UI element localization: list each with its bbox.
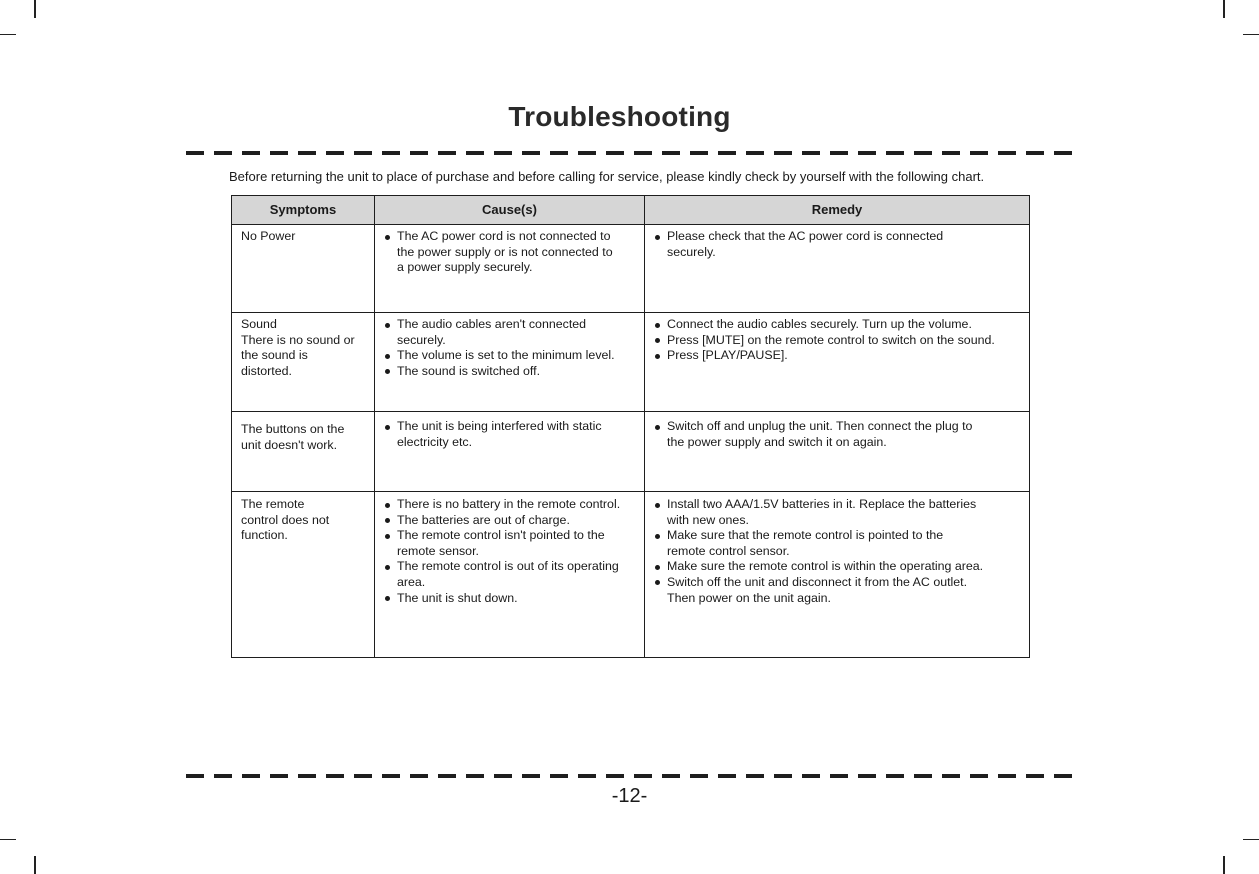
cause-text: The unit is shut down. [397, 590, 518, 605]
cause-text: The AC power cord is not connected to [397, 229, 611, 243]
causes-list [384, 497, 638, 606]
causes-cell [375, 492, 645, 658]
symptom-cell [232, 412, 375, 492]
symptom-text: the sound is [241, 348, 308, 363]
cause-item [384, 497, 638, 513]
remedy-text: Make sure the remote control is within the operating area. [667, 559, 984, 574]
table-row-sound [232, 313, 1030, 412]
causes-list [384, 229, 638, 276]
cause-text: electricity etc. [397, 434, 473, 449]
cause-item [384, 317, 638, 348]
table-row-no-power [232, 225, 1030, 313]
remedy-text: securely. [667, 244, 716, 259]
causes-cell [375, 225, 645, 313]
cause-item [384, 591, 638, 607]
causes-cell [375, 412, 645, 492]
remedy-item [654, 229, 1023, 260]
cause-item [384, 559, 638, 590]
remedy-item [654, 559, 1023, 575]
remedy-text: Press [PLAY/PAUSE]. [667, 348, 788, 363]
crop-mark-top-left-horizontal [0, 34, 16, 35]
symptom-text: Sound [241, 317, 277, 331]
remedy-list [654, 317, 1023, 364]
cause-item [384, 364, 638, 380]
symptom-cell [232, 492, 375, 658]
crop-mark-top-left-vertical [34, 0, 36, 18]
remedy-item [654, 348, 1023, 364]
remedy-item [654, 575, 1023, 606]
remedy-text: Please check that the AC power cord is connected [667, 229, 944, 243]
symptom-text: The remote [241, 497, 305, 511]
page-number: -12- [611, 785, 648, 807]
symptom-cell [232, 225, 375, 313]
causes-list [384, 419, 638, 450]
table-body [232, 225, 1030, 658]
top-dashed-divider [186, 151, 1072, 155]
header-causes: Cause(s) [375, 196, 645, 225]
remedy-list [654, 497, 1023, 606]
cause-text: the power supply or is not connected to [397, 244, 613, 259]
remedy-item [654, 528, 1023, 559]
table-row-remote [232, 492, 1030, 658]
cause-text: securely. [397, 332, 446, 347]
cause-text: The unit is being interfered with static [397, 419, 602, 433]
crop-mark-bottom-left-horizontal [0, 839, 16, 840]
remedy-text: Install two AAA/1.5V batteries in it. Replace the batteries [667, 497, 977, 511]
cause-text: The audio cables aren't connected [397, 317, 587, 331]
remedy-item [654, 317, 1023, 333]
cause-text: There is no battery in the remote control. [397, 497, 621, 511]
symptom-text: unit doesn't work. [241, 437, 338, 452]
page-title: Troubleshooting [508, 101, 731, 132]
cause-text: The remote control isn't pointed to the [397, 528, 605, 543]
crop-mark-bottom-right-horizontal [1243, 839, 1259, 840]
bottom-dashed-divider [186, 774, 1072, 778]
remedy-text: with new ones. [667, 512, 749, 527]
remedy-text: Then power on the unit again. [667, 590, 831, 605]
remedy-text: Connect the audio cables securely. Turn up the volume. [667, 317, 972, 331]
remedy-text: Press [MUTE] on the remote control to switch on the sound. [667, 332, 995, 347]
remedy-item [654, 497, 1023, 528]
header-symptoms: Symptoms [232, 196, 375, 225]
remedy-text: Switch off and unplug the unit. Then connect the plug to [667, 419, 973, 433]
remedy-list [654, 229, 1023, 260]
symptom-text: function. [241, 528, 288, 543]
cause-item [384, 229, 638, 276]
symptom-text: The buttons on the [241, 422, 345, 436]
cause-text: The batteries are out of charge. [397, 512, 570, 527]
cause-text: area. [397, 574, 426, 589]
remedy-cell [645, 412, 1030, 492]
cause-item [384, 513, 638, 529]
cause-text: The remote control is out of its operating [397, 559, 619, 574]
symptom-text: No Power [241, 229, 296, 243]
cause-text: a power supply securely. [397, 260, 533, 275]
crop-mark-bottom-right-vertical [1223, 856, 1225, 874]
crop-mark-bottom-left-vertical [34, 856, 36, 874]
remedy-cell [645, 313, 1030, 412]
remedy-cell [645, 492, 1030, 658]
symptom-text: control does not [241, 512, 330, 527]
causes-cell [375, 313, 645, 412]
troubleshooting-table [231, 195, 1030, 658]
remedy-cell [645, 225, 1030, 313]
remedy-item [654, 419, 1023, 450]
causes-list [384, 317, 638, 379]
cause-item [384, 419, 638, 450]
remedy-list [654, 419, 1023, 450]
crop-mark-top-right-horizontal [1243, 34, 1259, 35]
header-remedy: Remedy [645, 196, 1030, 225]
cause-item [384, 348, 638, 364]
symptom-text: distorted. [241, 363, 292, 378]
remedy-text: remote control sensor. [667, 543, 790, 558]
cause-text: The volume is set to the minimum level. [397, 348, 615, 363]
cause-text: remote sensor. [397, 543, 479, 558]
remedy-text: the power supply and switch it on again. [667, 434, 887, 449]
cause-text: The sound is switched off. [397, 363, 541, 378]
intro-text: Before returning the unit to place of purchase and before calling for service, please kindly check by yourself with the following chart. [229, 169, 985, 184]
table-row-buttons [232, 412, 1030, 492]
table-header-row [232, 196, 1030, 225]
cause-item [384, 528, 638, 559]
remedy-text: Make sure that the remote control is pointed to the [667, 528, 944, 543]
remedy-text: Switch off the unit and disconnect it from the AC outlet. [667, 574, 968, 589]
crop-mark-top-right-vertical [1223, 0, 1225, 18]
symptom-text: There is no sound or [241, 332, 355, 347]
symptom-cell [232, 313, 375, 412]
remedy-item [654, 333, 1023, 349]
